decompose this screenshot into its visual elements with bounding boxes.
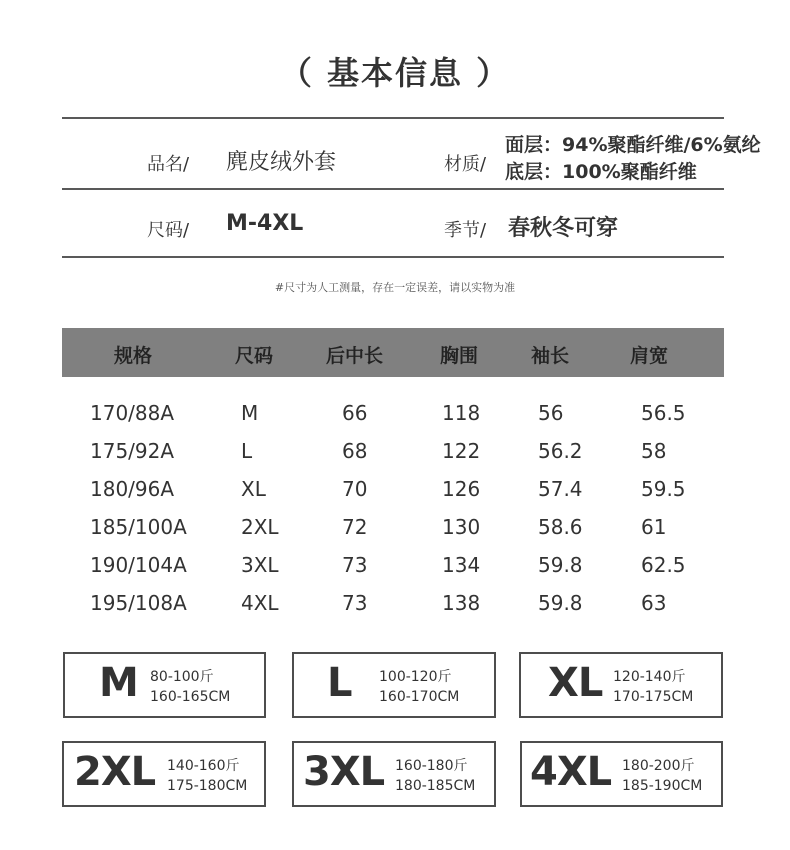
cell-size: XL bbox=[241, 477, 266, 501]
size-card-weight: 140-160斤 bbox=[167, 758, 240, 774]
cell-size: L bbox=[241, 439, 253, 463]
cell-shoulder: 63 bbox=[641, 591, 667, 615]
size-card-height: 170-175CM bbox=[613, 689, 694, 705]
table-row bbox=[0, 439, 790, 477]
table-row bbox=[0, 515, 790, 553]
name-value: 麂皮绒外套 bbox=[226, 150, 337, 175]
cell-sleeve: 56 bbox=[538, 401, 564, 425]
size-card-letter: M bbox=[99, 660, 138, 706]
cell-size: 2XL bbox=[241, 515, 279, 539]
size-card-height: 180-185CM bbox=[395, 778, 476, 794]
size-card-height: 175-180CM bbox=[167, 778, 248, 794]
cell-shoulder: 61 bbox=[641, 515, 667, 539]
cell-back-length: 73 bbox=[342, 553, 368, 577]
header-back-length: 后中长 bbox=[326, 345, 384, 367]
size-card-3xl bbox=[292, 741, 496, 807]
table-row bbox=[0, 553, 790, 591]
cell-chest: 122 bbox=[442, 439, 481, 463]
cell-spec: 180/96A bbox=[90, 477, 175, 501]
header-chest: 胸围 bbox=[440, 345, 479, 367]
size-card-m bbox=[63, 652, 266, 718]
size-card-letter: 2XL bbox=[74, 749, 156, 795]
size-card-height: 160-165CM bbox=[150, 689, 231, 705]
season-value: 春秋冬可穿 bbox=[508, 216, 619, 241]
header-spec: 规格 bbox=[114, 345, 153, 367]
cell-sleeve: 58.6 bbox=[538, 515, 583, 539]
cell-spec: 195/108A bbox=[90, 591, 187, 615]
cell-shoulder: 56.5 bbox=[641, 401, 686, 425]
header-shoulder: 肩宽 bbox=[630, 345, 669, 367]
size-card-height: 160-170CM bbox=[379, 689, 460, 705]
size-card-weight: 120-140斤 bbox=[613, 669, 686, 685]
size-card-letter: 3XL bbox=[303, 749, 385, 795]
material-label: 材质/ bbox=[444, 154, 487, 175]
cell-chest: 134 bbox=[442, 553, 481, 577]
cell-spec: 190/104A bbox=[90, 553, 187, 577]
table-row bbox=[0, 591, 790, 629]
cell-size: 3XL bbox=[241, 553, 279, 577]
cell-size: 4XL bbox=[241, 591, 279, 615]
size-card-letter: XL bbox=[548, 660, 603, 706]
size-card-xl bbox=[519, 652, 723, 718]
material-line-1: 面层：94%聚酯纤维/6%氨纶 bbox=[505, 134, 761, 156]
measurement-note: #尺寸为人工测量，存在一定误差，请以实物为准 bbox=[274, 281, 516, 294]
cell-back-length: 66 bbox=[342, 401, 368, 425]
material-line-2: 底层：100%聚酯纤维 bbox=[505, 161, 697, 183]
cell-chest: 138 bbox=[442, 591, 481, 615]
cell-back-length: 70 bbox=[342, 477, 368, 501]
size-card-weight: 180-200斤 bbox=[622, 758, 695, 774]
size-card-2xl bbox=[62, 741, 266, 807]
cell-size: M bbox=[241, 401, 259, 425]
cell-back-length: 72 bbox=[342, 515, 368, 539]
header-sleeve: 袖长 bbox=[531, 345, 570, 367]
divider-bottom bbox=[62, 256, 724, 258]
page-title: （ 基本信息 ） bbox=[279, 54, 511, 92]
cell-sleeve: 56.2 bbox=[538, 439, 583, 463]
cell-shoulder: 58 bbox=[641, 439, 667, 463]
divider-middle bbox=[62, 188, 724, 190]
cell-spec: 185/100A bbox=[90, 515, 187, 539]
season-label: 季节/ bbox=[444, 220, 487, 241]
size-card-letter: L bbox=[327, 660, 352, 706]
size-card-weight: 100-120斤 bbox=[379, 669, 452, 685]
cell-spec: 170/88A bbox=[90, 401, 175, 425]
size-card-height: 185-190CM bbox=[622, 778, 703, 794]
material-value bbox=[505, 132, 761, 186]
table-row bbox=[0, 477, 790, 515]
size-card-4xl bbox=[520, 741, 723, 807]
cell-sleeve: 59.8 bbox=[538, 553, 583, 577]
cell-spec: 175/92A bbox=[90, 439, 175, 463]
size-label: 尺码/ bbox=[147, 220, 190, 241]
size-card-weight: 160-180斤 bbox=[395, 758, 468, 774]
cell-sleeve: 57.4 bbox=[538, 477, 583, 501]
name-label: 品名/ bbox=[147, 154, 190, 175]
cell-back-length: 73 bbox=[342, 591, 368, 615]
cell-chest: 118 bbox=[442, 401, 481, 425]
size-value: M-4XL bbox=[226, 211, 304, 236]
table-header bbox=[62, 328, 724, 377]
cell-chest: 126 bbox=[442, 477, 481, 501]
size-card-l bbox=[292, 652, 496, 718]
cell-shoulder: 62.5 bbox=[641, 553, 686, 577]
table-row bbox=[0, 401, 790, 439]
cell-chest: 130 bbox=[442, 515, 481, 539]
divider-top bbox=[62, 117, 724, 119]
cell-back-length: 68 bbox=[342, 439, 368, 463]
size-card-letter: 4XL bbox=[530, 749, 612, 795]
header-size: 尺码 bbox=[235, 345, 274, 367]
cell-shoulder: 59.5 bbox=[641, 477, 686, 501]
size-card-weight: 80-100斤 bbox=[150, 669, 214, 685]
cell-sleeve: 59.8 bbox=[538, 591, 583, 615]
